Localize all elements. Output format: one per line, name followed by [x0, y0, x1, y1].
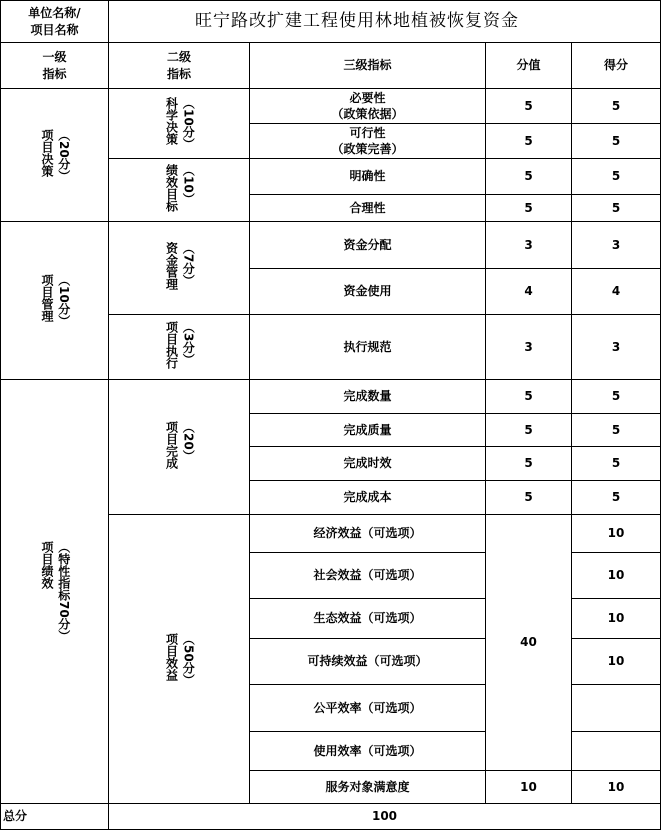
subgroup-fund-cell	[109, 222, 250, 315]
table-row-score: 3	[486, 222, 572, 269]
unit-project-label-cell	[1, 1, 109, 43]
subgroup-execution-label: 项目执行	[164, 320, 179, 369]
table-row-name: 可持续效益（可选项）	[250, 639, 486, 685]
table-row-score: 5	[486, 195, 572, 222]
row-name-line2: （政策完善）	[331, 142, 404, 156]
table-row-name: 明确性	[250, 159, 486, 195]
col-header-level2-line2: 指标	[166, 66, 191, 81]
subgroup-scientific-label: 科学决策	[164, 97, 179, 146]
group-decision-label: 项目决策	[40, 128, 54, 177]
subgroup-target-cell	[109, 159, 250, 222]
subgroup-benefit-label: 项目效益	[164, 632, 179, 681]
table-row-points: 3	[572, 222, 661, 269]
table-row-points: 10	[572, 515, 661, 553]
table-row-points: 10	[572, 639, 661, 685]
subgroup-execution-cell	[109, 315, 250, 380]
table-row-points: 10	[572, 599, 661, 639]
col-header-level1-line1: 一级	[42, 50, 67, 65]
table-row-name: 资金分配	[250, 222, 486, 269]
table-row-points: 5	[572, 447, 661, 481]
total-label: 总分	[1, 804, 109, 830]
col-header-level2	[109, 43, 250, 89]
group-management-cell	[1, 222, 109, 380]
table-row-points: 5	[572, 89, 661, 124]
table-row-score: 5	[486, 481, 572, 515]
col-header-points: 得分	[572, 43, 661, 89]
table-row-name: 完成数量	[250, 380, 486, 414]
row-name-line1: 可行性	[349, 125, 386, 140]
table-row-name: 经济效益（可选项）	[250, 515, 486, 553]
table-row-name: 社会效益（可选项）	[250, 553, 486, 599]
group-performance-cell	[1, 380, 109, 804]
subgroup-benefit-cell	[109, 515, 250, 804]
table-row-score: 4	[486, 269, 572, 315]
table-row-name: 使用效率（可选项）	[250, 732, 486, 771]
subgroup-completion-cell	[109, 380, 250, 515]
group-performance-score: （特性指标70分）	[56, 541, 71, 642]
subgroup-benefit-score: （50分）	[181, 632, 196, 686]
table-row-name: 合理性	[250, 195, 486, 222]
table-row-points: 3	[572, 315, 661, 380]
subgroup-target-label: 绩效目标	[164, 163, 179, 212]
group-management-label: 项目管理	[40, 274, 54, 323]
table-row-name: 完成质量	[250, 414, 486, 447]
subgroup-scientific-cell	[109, 89, 250, 159]
subgroup-scientific-score: （10分）	[181, 97, 196, 150]
table-row-score: 5	[486, 159, 572, 195]
subgroup-completion-label: 项目完成	[164, 420, 179, 469]
table-row-points: 5	[572, 414, 661, 447]
subgroup-fund-score: （7分）	[181, 241, 196, 287]
table-row-score: 3	[486, 315, 572, 380]
table-row-points: 10	[572, 771, 661, 804]
table-row-name	[250, 124, 486, 159]
table-row-points: 5	[572, 124, 661, 159]
table-row-points: 5	[572, 159, 661, 195]
subgroup-fund-label: 资金管理	[164, 241, 179, 290]
subgroup-target-score: （10）	[181, 163, 196, 205]
subgroup-execution-score: （3分）	[181, 320, 196, 366]
table-row-name: 服务对象满意度	[250, 771, 486, 804]
table-row-score: 5	[486, 380, 572, 414]
table-row-score: 10	[486, 771, 572, 804]
col-header-level1	[1, 43, 109, 89]
table-row-points	[572, 685, 661, 732]
table-row-score: 5	[486, 447, 572, 481]
table-row-name: 执行规范	[250, 315, 486, 380]
table-row-points: 5	[572, 380, 661, 414]
col-header-score: 分值	[486, 43, 572, 89]
table-row-points	[572, 732, 661, 771]
total-value: 100	[109, 804, 661, 830]
table-row-name: 完成时效	[250, 447, 486, 481]
table-row-score: 5	[486, 89, 572, 124]
table-row-score: 5	[486, 124, 572, 159]
group-management-score: （10分）	[56, 274, 71, 327]
table-row-points: 5	[572, 481, 661, 515]
row-name-line2: （政策依据）	[331, 107, 404, 121]
table-row-points: 5	[572, 195, 661, 222]
unit-name-label: 单位名称/	[28, 6, 81, 21]
project-title: 旺宁路改扩建工程使用林地植被恢复资金	[109, 1, 661, 43]
table-row-points: 4	[572, 269, 661, 315]
col-header-level3: 三级指标	[250, 43, 486, 89]
table-row-name: 完成成本	[250, 481, 486, 515]
project-name-label: 项目名称	[30, 22, 79, 37]
table-row-score: 5	[486, 414, 572, 447]
table-row-name: 生态效益（可选项）	[250, 599, 486, 639]
benefit-score-cell: 40	[486, 515, 572, 771]
group-performance-label: 项目绩效	[40, 541, 54, 590]
row-name-line1: 必要性	[349, 90, 386, 105]
table-row-name: 公平效率（可选项）	[250, 685, 486, 732]
table-row-points: 10	[572, 553, 661, 599]
col-header-level2-line1: 二级	[166, 50, 191, 65]
group-decision-score: （20分）	[56, 128, 71, 182]
table-row-name: 资金使用	[250, 269, 486, 315]
col-header-level1-line2: 指标	[42, 66, 67, 81]
table-row-name	[250, 89, 486, 124]
group-decision-cell	[1, 89, 109, 222]
subgroup-completion-score: （20）	[181, 420, 196, 462]
